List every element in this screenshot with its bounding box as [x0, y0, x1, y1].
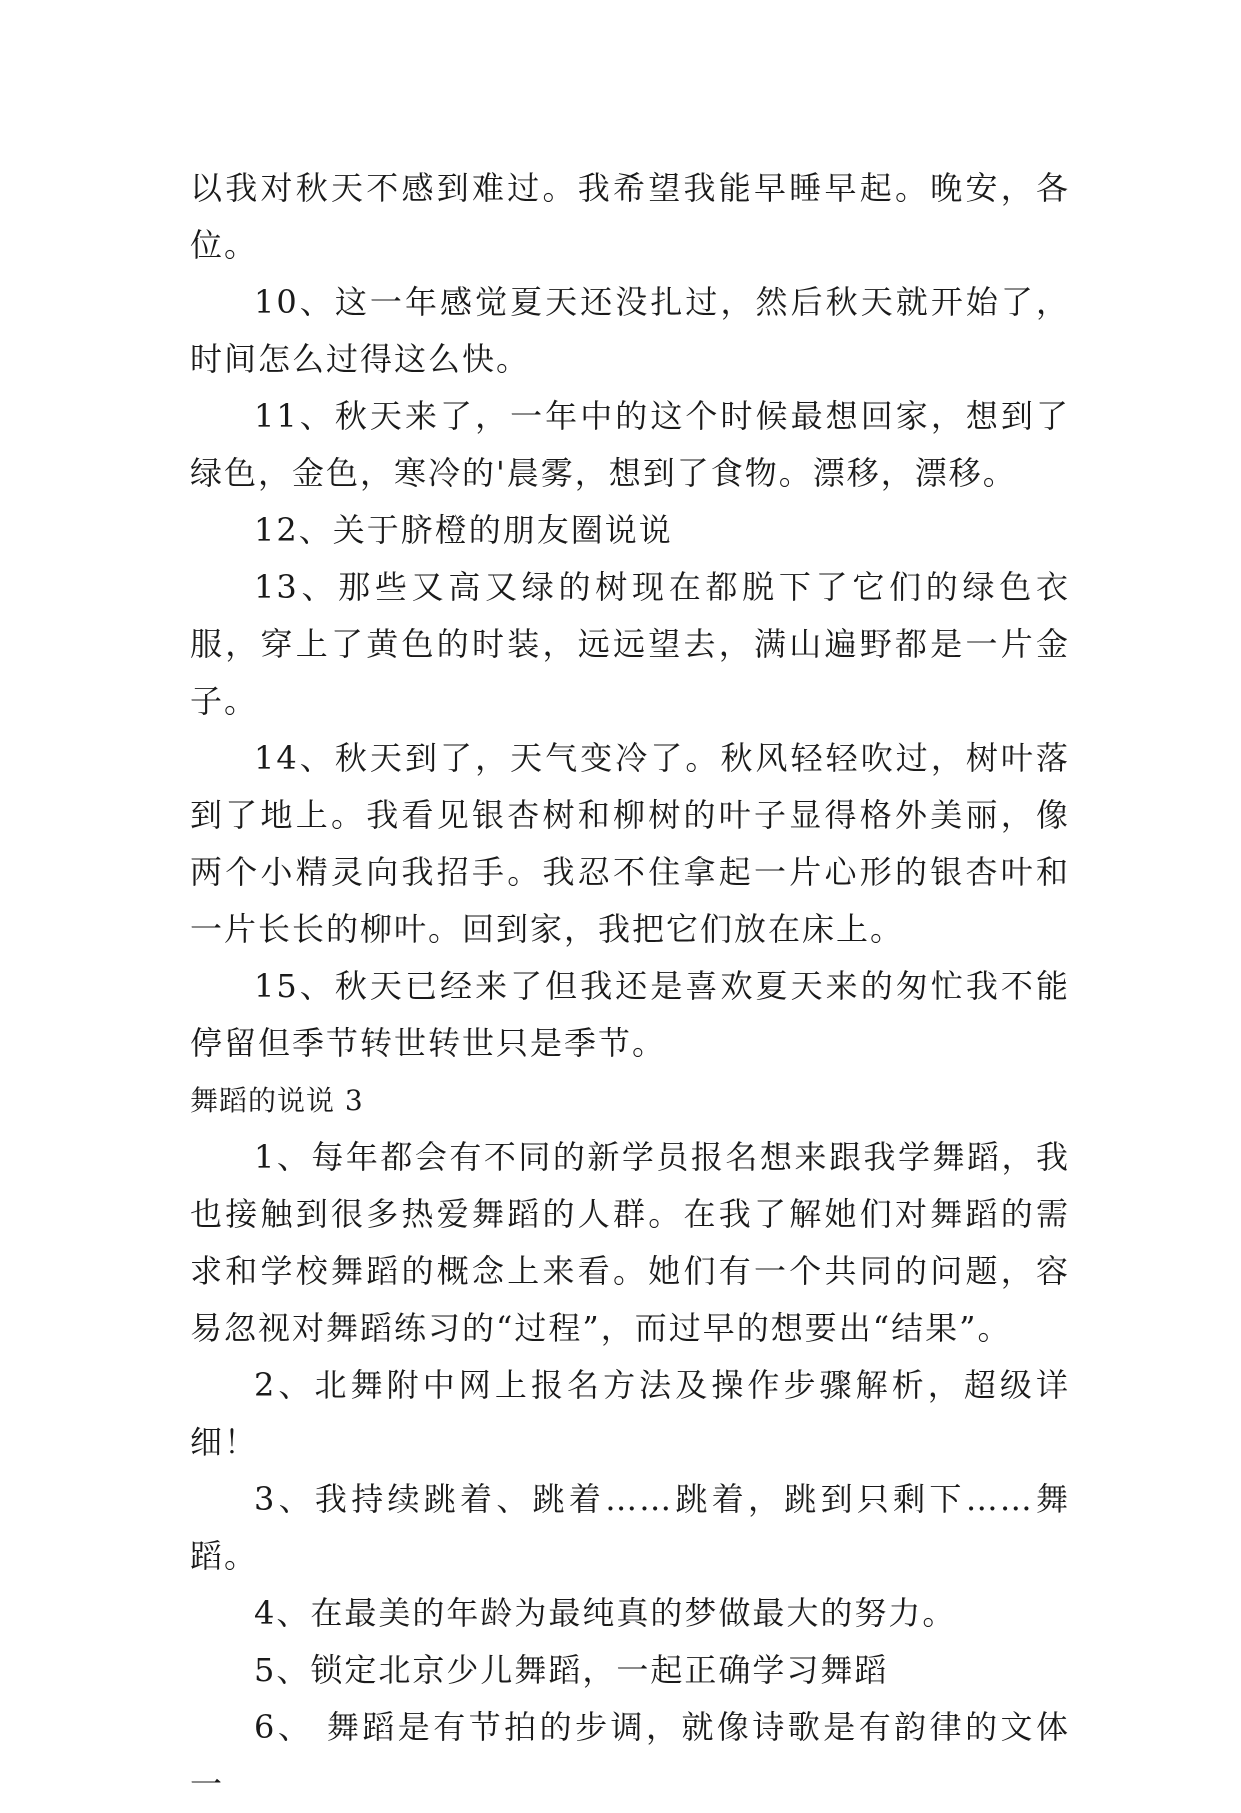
paragraph-dance-1: 1、每年都会有不同的新学员报名想来跟我学舞蹈，我也接触到很多热爱舞蹈的人群。在我了解她们对舞蹈的需求和学校舞蹈的概念上来看。她们有一个共同的问题，容易忽视对舞蹈练习的“过程”，而过早的想要出“结果”。	[190, 1138, 1070, 1347]
paragraph-dance-3: 3、我持续跳着、跳着……跳着，跳到只剩下……舞蹈。	[190, 1480, 1070, 1575]
paragraph-dance-4: 4、在最美的年龄为最纯真的梦做最大的努力。	[254, 1594, 957, 1632]
paragraph-dance-2: 2、北舞附中网上报名方法及操作步骤解析，超级详细！	[190, 1366, 1070, 1461]
paragraph-item-15: 15、秋天已经来了但我还是喜欢夏天来的匆忙我不能停留但季节转世转世只是季节。	[190, 967, 1070, 1062]
section-heading: 舞蹈的说说 3	[190, 1084, 364, 1117]
paragraph-continuation: 以我对秋天不感到难过。我希望我能早睡早起。晚安，各位。	[190, 169, 1070, 264]
paragraph-item-13: 13、那些又高又绿的树现在都脱下了它们的绿色衣服，穿上了黄色的时装，远远望去，满山遍野都是一片金子。	[190, 568, 1070, 720]
paragraph-item-10: 10、这一年感觉夏天还没扎过，然后秋天就开始了，时间怎么过得这么快。	[190, 283, 1070, 378]
document-body	[190, 160, 1070, 1813]
paragraph-item-12: 12、关于脐橙的朋友圈说说	[254, 511, 673, 549]
paragraph-item-11: 11、秋天来了，一年中的这个时候最想回家，想到了绿色，金色，寒冷的'晨雾，想到了食物。漂移，漂移。	[190, 397, 1070, 492]
paragraph-dance-6: 6、 舞蹈是有节拍的步调，就像诗歌是有韵律的文体一	[190, 1708, 1070, 1803]
paragraph-item-14: 14、秋天到了，天气变冷了。秋风轻轻吹过，树叶落到了地上。我看见银杏树和柳树的叶子显得格外美丽，像两个小精灵向我招手。我忍不住拿起一片心形的银杏叶和一片长长的柳叶。回到家，我把它们放在床上。	[190, 739, 1070, 948]
paragraph-dance-5: 5、锁定北京少儿舞蹈，一起正确学习舞蹈	[254, 1651, 889, 1689]
